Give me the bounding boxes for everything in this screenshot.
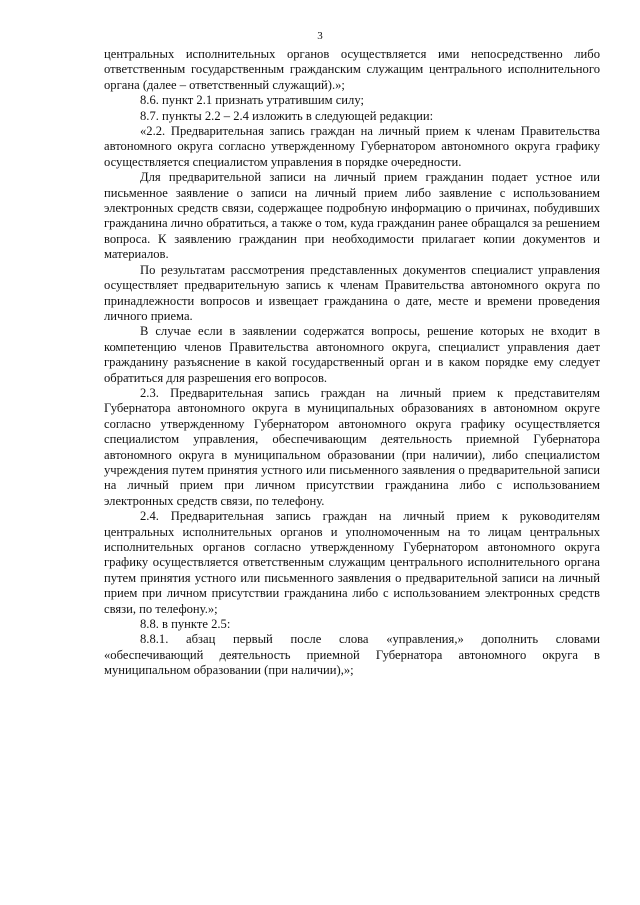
paragraph-clause-2-3: 2.3. Предварительная запись граждан на личный прием к представителям Губернатора автономного округа в муниципальных образованиях в автономном округе согласно утвержденному Губернатором автономного округа графику осуществляется специалистом управления, обеспечивающим деятельность приемной Губернатора автономного округа в муниципальном образовании (при наличии), либо специалистом учреждения путем принятия устного или письменного заявления о предварительной записи на личный прием при личном присутствии гражданина либо с использованием электронных средств связи, по телефону. (104, 385, 600, 508)
paragraph-item-8-8: 8.8. в пункте 2.5: (140, 617, 231, 632)
paragraph-item-8-8-1: 8.8.1. абзац первый после слова «управления,» дополнить словами «обеспечивающий деятельность приемной Губернатора автономного округа в муниципальном образовании (при наличии),»; (104, 632, 600, 678)
paragraph-item-8-6: 8.6. пункт 2.1 признать утратившим силу; (140, 93, 364, 108)
paragraph-clause-2-2-competence: В случае если в заявлении содержатся вопросы, решение которых не входит в компетенцию членов Правительства автономного округа, специалист управления дает гражданину разъяснение в какой государственный орган и в каком порядке ему следует обратиться для разрешения его вопросов. (104, 324, 600, 385)
paragraph-clause-2-2-results: По результатам рассмотрения представленных документов специалист управления осуществляет предварительную запись к членам Правительства автономного округа по принадлежности вопросов и извещает гражданина о дате, месте и времени проведения личного приема. (104, 262, 600, 323)
paragraph-clause-2-2: «2.2. Предварительная запись граждан на личный прием к членам Правительства автономного округа согласно утвержденному Губернатором автономного округа графику осуществляется специалистом управления в порядке очередности. (104, 124, 600, 169)
paragraph-clause-2-2-application: Для предварительной записи на личный прием гражданин подает устное или письменное заявление о записи на личный прием либо заявление с использованием электронных средств связи, содержащее подробную информацию о причинах, побудивших гражданина лично обратиться, а также о том, куда гражданин ранее обращался за решением вопроса. К заявлению гражданин при необходимости прилагает копии документов и материалов. (104, 170, 600, 262)
paragraph-continuation: центральных исполнительных органов осуществляется ими непосредственно либо ответственным государственным гражданским служащим центрального исполнительного органа (далее – ответственный служащий).»; (104, 47, 600, 92)
document-body (104, 47, 600, 679)
paragraph-item-8-7: 8.7. пункты 2.2 – 2.4 изложить в следующей редакции: (140, 108, 434, 123)
paragraph-clause-2-4: 2.4. Предварительная запись граждан на личный прием к руководителям центральных исполнительных органов и уполномоченным на то лицам центральных исполнительных органов согласно утвержденному Губернатором автономного округа графику осуществляется ответственным служащим центрального исполнительного органа путем принятия устного или письменного заявления о предварительной записи на личный прием при личном присутствии гражданина либо с использованием электронных средств связи, по телефону.»; (104, 509, 600, 616)
page-number: 3 (317, 30, 323, 42)
